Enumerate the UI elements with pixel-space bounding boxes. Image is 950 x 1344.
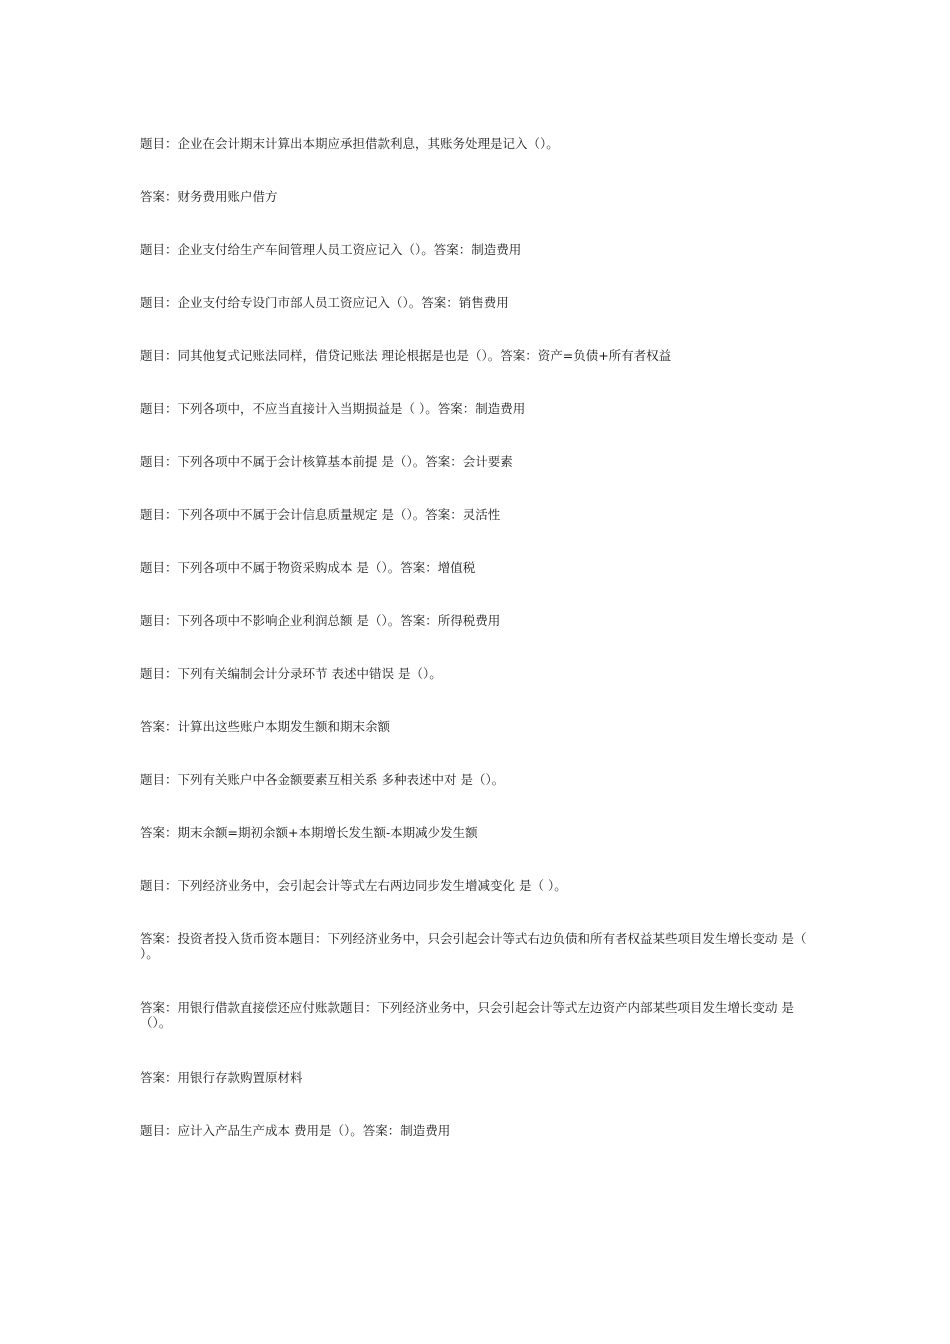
question-paragraph: 题目：企业支付给生产车间管理人员工资应记入（）。答案：制造费用 — [140, 242, 522, 257]
question-paragraph: 题目：企业在会计期末计算出本期应承担借款利息，其账务处理是记入（）。 — [140, 136, 559, 151]
question-paragraph: 题目：下列各项中不属于会计核算基本前提 是（）。答案：会计要素 — [140, 454, 513, 469]
question-paragraph: 题目：下列各项中不属于物资采购成本 是（）。答案：增值税 — [140, 560, 476, 575]
question-paragraph: 题目：下列各项中不属于会计信息质量规定 是（）。答案：灵活性 — [140, 507, 501, 522]
answer-paragraph: 答案：计算出这些账户本期发生额和期末余额 — [140, 719, 391, 734]
question-paragraph: 题目：下列各项中不影响企业利润总额 是（）。答案：所得税费用 — [140, 613, 501, 628]
answer-paragraph: 答案：用银行存款购置原材料 — [140, 1070, 303, 1085]
question-paragraph: 题目：应计入产品生产成本 费用是（）。答案：制造费用 — [140, 1123, 451, 1138]
answer-paragraph: 答案：投资者投入货币资本题目：下列经济业务中，只会引起会计等式右边负债和所有者权益某些项目发生增长变动 是（ ）。 — [140, 931, 811, 961]
question-paragraph: 题目：下列经济业务中，会引起会计等式左右两边同步发生增减变化 是（ ）。 — [140, 878, 567, 893]
answer-paragraph: 答案：用银行借款直接偿还应付账款题目：下列经济业务中，只会引起会计等式左边资产内部某些项目发生增长变动 是（）。 — [140, 1000, 794, 1030]
answer-paragraph: 答案：期末余额=期初余额+本期增长发生额-本期减少发生额 — [140, 825, 478, 840]
question-paragraph: 题目：下列有关编制会计分录环节 表述中错误 是（）。 — [140, 666, 442, 681]
question-paragraph: 题目：下列各项中，不应当直接计入当期损益是（ ）。答案：制造费用 — [140, 401, 526, 416]
question-paragraph: 题目：同其他复式记账法同样，借贷记账法 理论根据是也是（）。答案：资产=负债+所有者权益 — [140, 348, 672, 363]
question-paragraph: 题目：下列有关账户中各金额要素互相关系 多种表述中对 是（）。 — [140, 772, 505, 787]
answer-paragraph: 答案：财务费用账户借方 — [140, 189, 278, 204]
question-paragraph: 题目：企业支付给专设门市部人员工资应记入（）。答案：销售费用 — [140, 295, 509, 310]
